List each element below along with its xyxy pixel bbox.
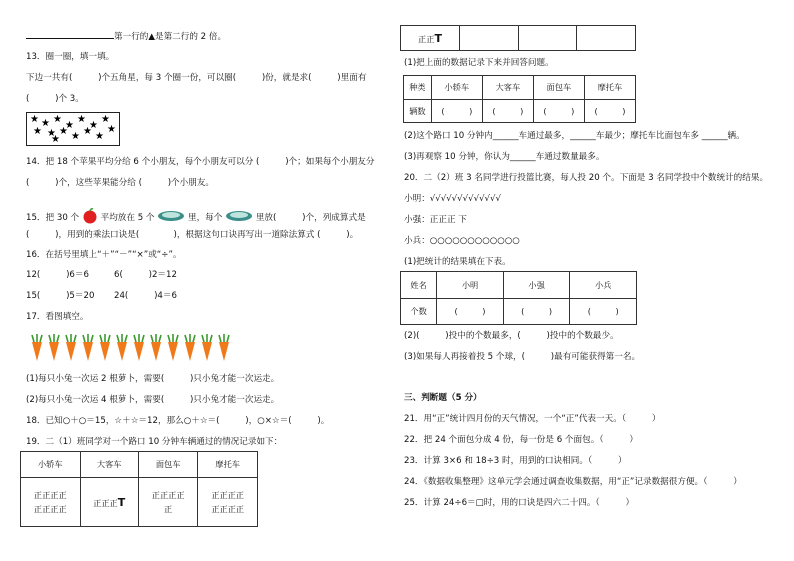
q19-3: (3)再观察 10 分钟，你认为______车通过数量最多。	[404, 152, 605, 162]
star-icon: ★	[33, 126, 42, 137]
q25: 25．计算 24÷6＝□时，用的口诀是四六二十四。（ ）	[404, 498, 635, 508]
star-box	[26, 112, 120, 146]
q20-result-table	[400, 271, 637, 325]
q13-line2: ( )个 3。	[26, 94, 84, 104]
star-icon: ★	[65, 120, 74, 131]
table-header: 小轿车	[431, 76, 482, 100]
star-icon: ★	[47, 128, 56, 139]
q22: 22．把 24 个面包分成 4 份，每一份是 6 个面包。（ ）	[404, 435, 638, 445]
table-header: 小兵	[570, 272, 637, 299]
table-cell: 正正正正 正正正正	[198, 478, 258, 527]
table-cell	[80, 478, 138, 527]
table-header: 大客车	[482, 76, 533, 100]
answer-cell[interactable]: ( )	[570, 299, 637, 325]
q15-text-a: 15．把 30 个	[26, 213, 80, 223]
answer-cell[interactable]: ( )	[503, 299, 570, 325]
table-cell	[460, 26, 519, 51]
table-cell: 正正正正 正正正正	[21, 478, 81, 527]
q20-2: (2)( )投中的个数最多，( )投中的个数最少。	[404, 331, 619, 341]
plate-icon	[157, 210, 185, 222]
plate-icon	[225, 210, 253, 222]
q20-qiang: 小强：正正正 下	[404, 215, 467, 225]
table-header: 面包车	[138, 452, 198, 478]
q12-tail	[26, 30, 226, 43]
q19-record-table	[20, 451, 258, 527]
tally-text: 正正	[418, 33, 435, 44]
q13-line1: 下边一共有( )个五角星，每 3 个圈一份，可以圈( )份，就是求( )里面有	[26, 73, 367, 83]
star-icon: ★	[95, 131, 104, 142]
answer-blank-line[interactable]	[26, 30, 114, 39]
q15-line2: ( )，用到的乘法口诀是( )，根据这句口诀再写出一道除法算式 ( )。	[26, 230, 359, 240]
q17-title: 17．看图填空。	[26, 312, 89, 322]
q18: 18．已知○＋○＝15，☆＋☆＝12，那么○＋☆＝( )，○×☆＝( )。	[26, 416, 330, 426]
q17-2: (2)每只小兔一次运 4 根萝卜，需要( )只小兔才能一次运走。	[26, 395, 280, 405]
q14-line2: ( )个，这些苹果能分给 ( )个小朋友。	[26, 178, 215, 188]
row-label: 辆数	[404, 100, 432, 123]
q20-3: (3)如果每人再接着投 5 个球，( )最有可能获得第一名。	[404, 352, 641, 362]
table-header: 面包车	[533, 76, 584, 100]
table-cell	[401, 26, 460, 51]
q23: 23．计算 3×6 和 18÷3 时，用到的口诀相同。（ ）	[404, 456, 627, 466]
q12-tail-text: 第一行的▲是第二行的 2 倍。	[114, 32, 227, 42]
q19-record-table-continued	[400, 25, 636, 51]
tally-partial: T	[434, 31, 442, 45]
q20-ming: 小明：√√√√√√√√√√√√√	[404, 194, 501, 204]
apple-icon	[82, 208, 98, 224]
star-icon: ★	[41, 118, 50, 129]
q15-text-c: 里，每个	[187, 213, 223, 223]
row-label: 个数	[401, 299, 437, 325]
q16-title: 16．在括号里填上“＋”“－”“×”或“÷”。	[26, 250, 182, 260]
table-cell	[518, 26, 577, 51]
q19-count-table	[403, 75, 636, 123]
q20-title: 20．二（2）班 3 名同学进行投篮比赛，每人投 20 个。下面是 3 名同学投中个数统计的结果。	[404, 173, 769, 183]
table-header: 摩托车	[584, 76, 635, 100]
star-icon: ★	[71, 131, 80, 142]
q24: 24．《数据收集整理》这单元学会通过调查收集数据，用“正”记录数据很方便。（ ）	[404, 477, 742, 487]
q16-r1c2: 6( )2＝12	[114, 270, 177, 280]
q14-line1: 14．把 18 个苹果平均分给 6 个小朋友，每个小朋友可以分 ( )个；如果每个小朋友分	[26, 157, 375, 167]
star-icon: ★	[101, 114, 110, 125]
tally-text: 正正正	[93, 497, 118, 508]
table-header: 姓名	[401, 272, 437, 299]
star-icon: ★	[59, 126, 68, 137]
star-icon: ★	[77, 114, 86, 125]
q16-r2c1: 15( )5＝20	[26, 291, 95, 301]
answer-cell[interactable]: ( )	[584, 100, 635, 123]
q16-r2c2: 24( )4＝6	[114, 291, 177, 301]
carrot-row	[28, 334, 238, 362]
star-icon: ★	[53, 114, 62, 125]
table-header: 小轿车	[21, 452, 81, 478]
q20-1: (1)把统计的结果填在下表。	[404, 257, 511, 267]
star-icon: ★	[89, 120, 98, 131]
table-header: 小明	[437, 272, 504, 299]
q15-line1	[26, 208, 366, 224]
q17-1: (1)每只小兔一次运 2 根萝卜，需要( )只小兔才能一次运走。	[26, 374, 280, 384]
q21: 21．用“正”统计四月份的天气情况，一个“正”代表一天。（ ）	[404, 414, 661, 424]
q19-2: (2)这个路口 10 分钟内______车通过最多，______车最少；摩托车比面包车多 ______辆。	[404, 131, 745, 141]
table-header: 种类	[404, 76, 432, 100]
q15-text-d: 里放( )个，列成算式是	[255, 213, 366, 223]
q13-title: 13．圈一圈，填一填。	[26, 52, 115, 62]
tally-partial: T	[117, 495, 126, 509]
answer-cell[interactable]: ( )	[533, 100, 584, 123]
table-header: 大客车	[80, 452, 138, 478]
table-header: 小强	[503, 272, 570, 299]
q15-text-b: 平均放在 5 个	[100, 213, 155, 223]
star-icon: ★	[51, 134, 60, 145]
q16-r1c1: 12( )6＝6	[26, 270, 89, 280]
answer-cell[interactable]: ( )	[437, 299, 504, 325]
answer-cell[interactable]: ( )	[482, 100, 533, 123]
section-3-heading: 三、判断题（5 分）	[404, 393, 482, 403]
answer-cell[interactable]: ( )	[431, 100, 482, 123]
carrot-icons	[28, 334, 238, 362]
q20-bing: 小兵：○○○○○○○○○○○○	[404, 236, 520, 246]
table-cell	[577, 26, 636, 51]
table-cell: 正正正正 正	[138, 478, 198, 527]
star-icon: ★	[83, 126, 92, 137]
table-header: 摩托车	[198, 452, 258, 478]
star-icon: ★	[30, 114, 39, 125]
q19-title: 19．二（1）班同学对一个路口 10 分钟车辆通过的情况记录如下：	[26, 437, 283, 447]
star-icon: ★	[107, 124, 116, 135]
q19-1: (1)把上面的数据记录下来并回答问题。	[404, 58, 554, 68]
